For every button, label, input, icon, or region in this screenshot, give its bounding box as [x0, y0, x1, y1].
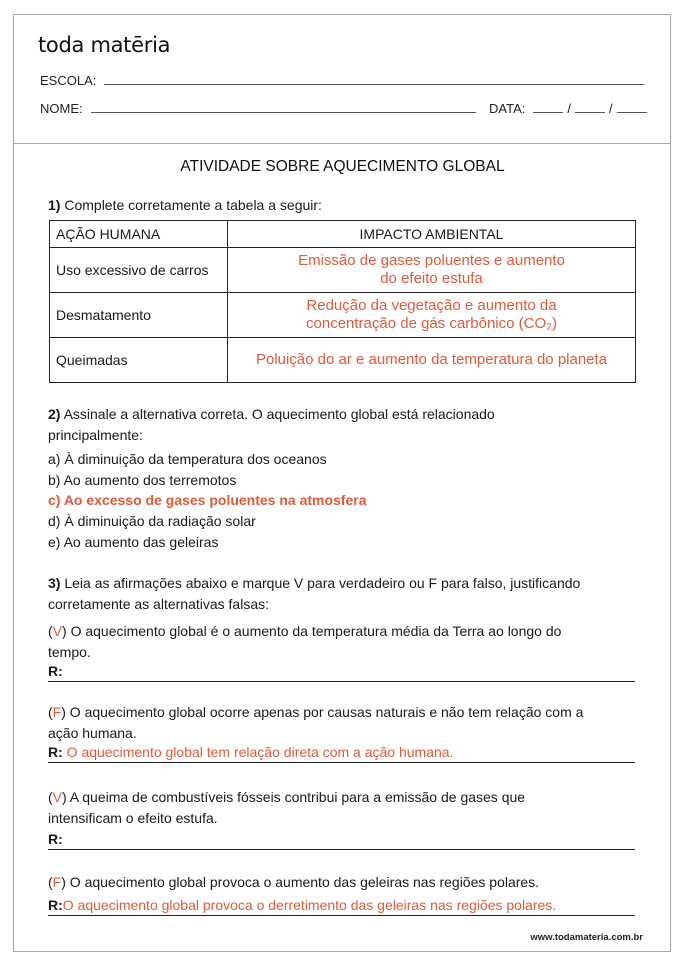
date-label: DATA: [489, 101, 526, 116]
school-field [40, 73, 644, 88]
date-month-line[interactable] [575, 111, 605, 113]
question-3-prompt: 3) Leia as afirmações abaixo e marque V para verdadeiro ou F para falso, justificando corretamente as alternativas falsas: [48, 575, 581, 612]
true-false-item: (F) O aquecimento global ocorre apenas por causas naturais e não tem relação com a ação humana. [48, 704, 584, 741]
date-separator: / [567, 101, 571, 116]
date-day-line[interactable] [533, 111, 563, 113]
question-number: 1) [48, 197, 61, 213]
date-separator: / [608, 101, 613, 116]
option-d[interactable]: d) À diminuição da radiação solar [48, 513, 256, 529]
impact-cell[interactable]: Redução da vegetação e aumento da concentração de gás carbônico (CO₂) [228, 293, 636, 338]
table-row [50, 293, 636, 338]
column-header-action: AÇÃO HUMANA [50, 221, 228, 248]
brand-logo: toda matēria [38, 33, 171, 57]
date-field [489, 101, 647, 116]
question-2-prompt: 2) Assinale a alternativa correta. O aquecimento global está relacionado principalmente: [48, 406, 495, 443]
vf-mark[interactable]: F [52, 704, 62, 720]
table-header-row [50, 221, 636, 248]
worksheet-header [14, 15, 670, 144]
impact-cell[interactable]: Emissão de gases poluentes e aumento do efeito estufa [228, 248, 636, 293]
answer-line[interactable]: R:O aquecimento global provoca o derretimento das geleiras nas regiões polares. [48, 897, 635, 916]
date-year-line[interactable] [617, 111, 647, 113]
question-number: 3) [48, 575, 61, 591]
column-header-impact: IMPACTO AMBIENTAL [228, 221, 636, 248]
true-false-item: (F) O aquecimento global provoca o aumento das geleiras nas regiões polares. [48, 874, 540, 890]
action-cell: Desmatamento [50, 293, 228, 338]
name-field [40, 101, 476, 116]
true-false-item: (V) O aquecimento global é o aumento da temperatura média da Terra ao longo do tempo. [48, 623, 562, 660]
action-cell: Queimadas [50, 338, 228, 383]
vf-mark[interactable]: V [52, 623, 63, 639]
question-number: 2) [48, 406, 61, 422]
school-input-line[interactable] [104, 83, 644, 85]
question-1-prompt [48, 195, 322, 216]
school-label: ESCOLA: [40, 73, 97, 88]
footer-url: www.todamateria.com.br [530, 932, 643, 943]
option-c-correct[interactable]: c) Ao excesso de gases poluentes na atmosfera [48, 492, 367, 508]
name-input-line[interactable] [91, 111, 476, 113]
option-a[interactable]: a) À diminuição da temperatura dos oceanos [48, 451, 327, 467]
table-row [50, 248, 636, 293]
answer-line[interactable]: R: [48, 663, 635, 682]
impact-cell[interactable]: Poluição do ar e aumento da temperatura do planeta [228, 338, 636, 383]
vf-mark[interactable]: V [52, 789, 63, 805]
table-row [50, 338, 636, 383]
question-text: Complete corretamente a tabela a seguir: [60, 197, 322, 213]
action-cell: Uso excessivo de carros [50, 248, 228, 293]
option-b[interactable]: b) Ao aumento dos terremotos [48, 472, 237, 488]
name-label: NOME: [40, 101, 83, 116]
true-false-item: (V) A queima de combustíveis fósseis contribui para a emissão de gases que intensificam o efeito estufa. [48, 789, 526, 826]
vf-mark[interactable]: F [52, 874, 62, 890]
page-title: ATIVIDADE SOBRE AQUECIMENTO GLOBAL [180, 158, 505, 175]
human-action-impact-table [49, 220, 636, 383]
option-e[interactable]: e) Ao aumento das geleiras [48, 534, 219, 550]
answer-line[interactable]: R: O aquecimento global tem relação direta com a ação humana. [48, 744, 635, 763]
answer-line[interactable]: R: [48, 831, 635, 850]
